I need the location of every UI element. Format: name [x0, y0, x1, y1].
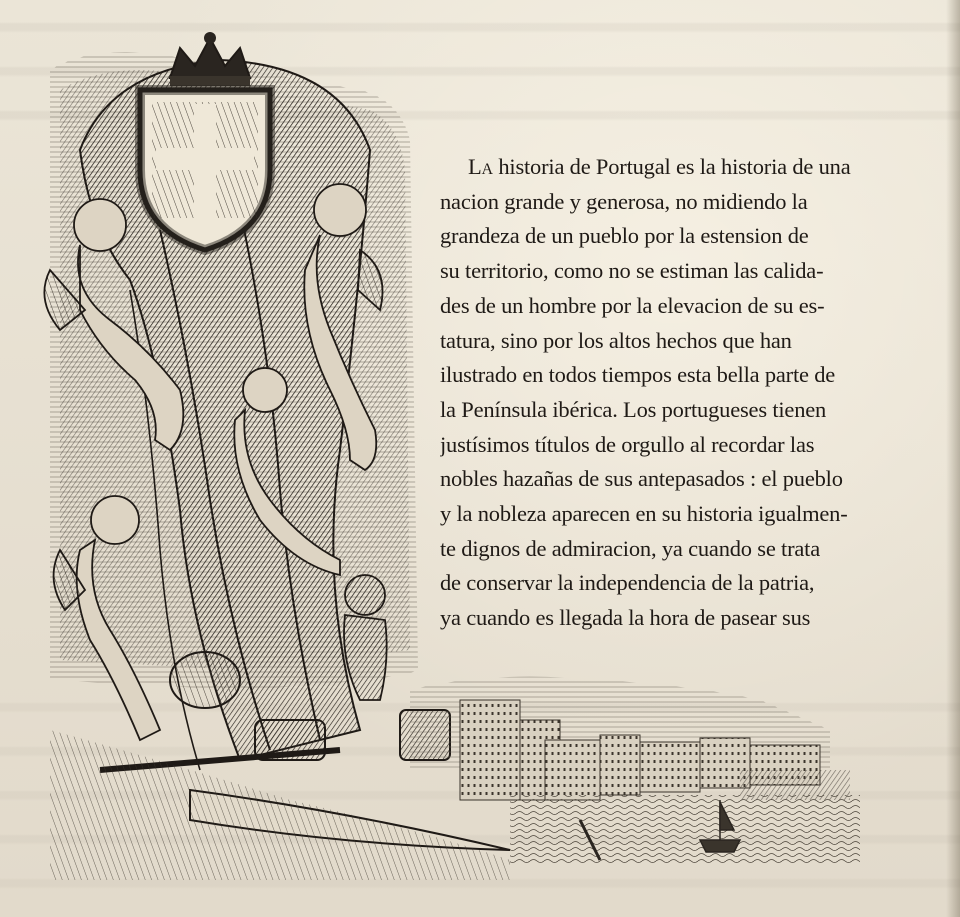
article-line: tatura, sino por los altos hechos que han: [440, 327, 792, 353]
article-paragraph: [440, 150, 912, 636]
opening-initial: La: [468, 154, 493, 179]
page-edge-shadow: [946, 0, 960, 917]
article-line: y la nobleza aparecen en su historia igualmen-: [440, 501, 848, 527]
article-line: des de un hombre por la elevacion de su es-: [440, 292, 825, 318]
article-line: la Península ibérica. Los portugueses tienen: [440, 396, 827, 422]
article-line: ilustrado en todos tiempos esta bella parte de: [440, 362, 836, 388]
article-line: su territorio, como no se estiman las calida-: [440, 258, 824, 284]
article-line: te dignos de admiracion, ya cuando se trata: [440, 535, 821, 561]
article-line: La historia de Portugal es la historia de una: [468, 154, 851, 179]
article-line: justísimos títulos de orgullo al recordar las: [440, 431, 815, 457]
article-line: ya cuando es llegada la hora de pasear sus: [440, 605, 811, 631]
article-line: de conservar la independencia de la patria,: [440, 570, 815, 596]
article-line: nobles hazañas de sus antepasados : el pueblo: [440, 466, 843, 492]
article-line: nacion grande y generosa, no midiendo la: [440, 188, 808, 214]
article-line: grandeza de un pueblo por la estension de: [440, 223, 809, 249]
